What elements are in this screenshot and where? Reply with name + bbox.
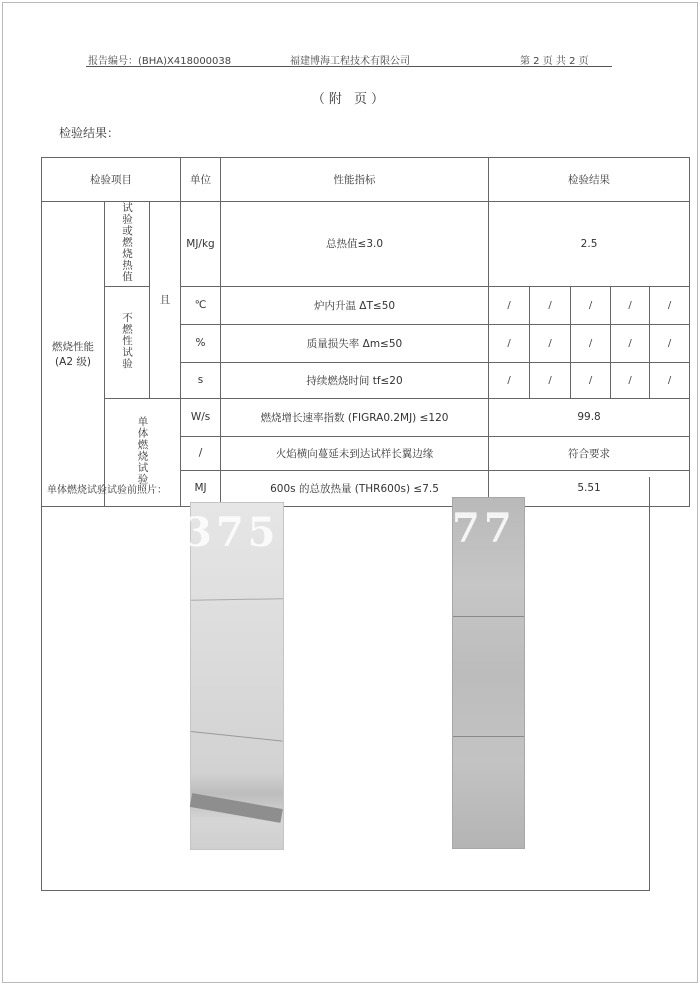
row-result-slash: / (489, 362, 530, 398)
row-result: 99.8 (489, 398, 690, 436)
row-unit: MJ/kg (181, 202, 221, 287)
row-result-slash: / (489, 286, 530, 324)
photo-title: 单体燃烧试验试验前照片： (47, 485, 167, 496)
row-unit: / (181, 436, 221, 470)
row-unit: MJ (181, 470, 221, 506)
row-result-slash: / (571, 286, 611, 324)
sub-sbi: 单体燃烧试验 (136, 416, 149, 485)
group-label: 燃烧性能 (52, 340, 94, 353)
row-result-slash: / (489, 324, 530, 362)
header-indicator: 性能指标 (221, 158, 489, 202)
and-cell (150, 202, 181, 399)
row-result-slash: / (530, 286, 571, 324)
group-label-cell (42, 202, 105, 507)
sub-noncomb: 不燃性试验 (121, 311, 133, 370)
row-unit: s (181, 362, 221, 398)
row-result-slash: / (611, 362, 650, 398)
results-table (41, 157, 690, 507)
row-result-slash: / (530, 362, 571, 398)
company-name: 福建博海工程技术有限公司 (290, 56, 410, 67)
row-result-slash: / (571, 324, 611, 362)
row-indicator: 燃烧增长速率指数 (FIGRA0.2MJ) ≤120 (221, 398, 489, 436)
row-result: 2.5 (489, 202, 690, 287)
row-indicator: 总热值≤3.0 (221, 202, 489, 287)
header-rule (86, 66, 612, 67)
section-title: 检验结果： (59, 126, 120, 140)
group-sublabel: (A2 级) (55, 355, 91, 368)
header-item: 检验项目 (42, 158, 181, 202)
and-label: 且 (159, 294, 171, 307)
row-indicator: 600s 的总放热量 (THR600s) ≤7.5 (221, 470, 489, 506)
header-result: 检验结果 (489, 158, 690, 202)
report-number: 报告编号：(BHA)X418000038 (88, 56, 232, 67)
row-indicator: 持续燃烧时间 tf≤20 (221, 362, 489, 398)
row-result-slash: / (611, 286, 650, 324)
watermark-right: 77 (452, 505, 516, 552)
row-result-slash: / (650, 286, 690, 324)
row-result-slash: / (530, 324, 571, 362)
sub-noncomb-cell (105, 286, 150, 398)
row-unit: ℃ (181, 286, 221, 324)
sub-calorific: 试验或燃烧热值 (121, 202, 133, 283)
row-unit: % (181, 324, 221, 362)
photo-section (41, 477, 650, 891)
watermark-left: 375 (184, 509, 280, 556)
row-indicator: 火焰横向蔓延未到达试样长翼边缘 (221, 436, 489, 470)
appendix-title: （附 页） (311, 92, 389, 107)
row-result-slash: / (611, 324, 650, 362)
header-unit: 单位 (181, 158, 221, 202)
sub-calorific-cell (105, 202, 150, 287)
page-indicator: 第 2 页 共 2 页 (520, 56, 589, 67)
row-indicator: 质量损失率 Δm≤50 (221, 324, 489, 362)
row-result: 符合要求 (489, 436, 690, 470)
row-result-slash: / (571, 362, 611, 398)
row-result: 5.51 (489, 470, 690, 506)
row-unit: W/s (181, 398, 221, 436)
row-result-slash: / (650, 362, 690, 398)
row-indicator: 炉内升温 ΔT≤50 (221, 286, 489, 324)
row-result-slash: / (650, 324, 690, 362)
